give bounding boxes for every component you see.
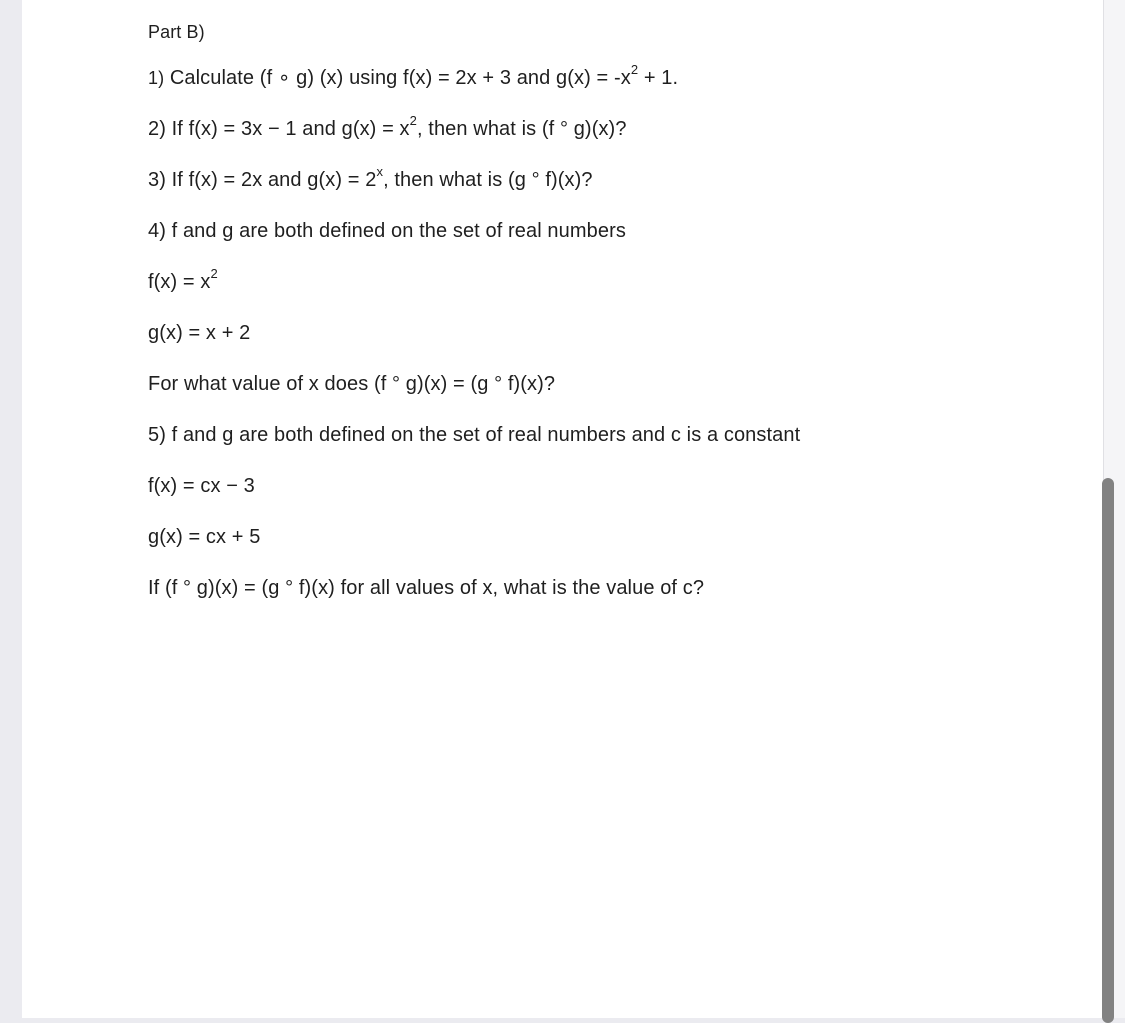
- question-1-text-b: + 1.: [638, 67, 679, 89]
- question-4-intro: 4) f and g are both defined on the set of real numbers: [148, 220, 626, 242]
- question-3-text-b: , then what is (g ° f)(x)?: [383, 169, 593, 191]
- question-1-number: 1): [148, 68, 165, 88]
- question-1-sup: 2: [630, 62, 639, 78]
- question-4-g: g(x) = x + 2: [148, 322, 251, 344]
- question-4-f-text: f(x) = x: [148, 271, 211, 293]
- question-4-question: For what value of x does (f ° g)(x) = (g ° f)(x)?: [148, 373, 556, 395]
- question-4-f-sup: 2: [210, 266, 218, 282]
- question-3-text-a: 3) If f(x) = 2x and g(x) = 2: [148, 169, 377, 191]
- question-2-text-a: 2) If f(x) = 3x − 1 and g(x) = x: [148, 118, 410, 140]
- question-5-intro: 5) f and g are both defined on the set of real numbers and c is a constant: [148, 424, 801, 446]
- question-2-text-b: , then what is (f ° g)(x)?: [416, 118, 627, 140]
- question-5-g: g(x) = cx + 5: [148, 526, 261, 548]
- question-5-question: If (f ° g)(x) = (g ° f)(x) for all values of x, what is the value of c?: [148, 577, 705, 599]
- question-1-text-a: Calculate (f ∘ g) (x) using f(x) = 2x + 3 and g(x) = -x: [164, 67, 631, 89]
- question-3-sup: x: [376, 164, 384, 180]
- question-5-f: f(x) = cx − 3: [148, 475, 255, 497]
- part-heading: Part B): [148, 22, 205, 42]
- question-1: [148, 62, 679, 90]
- question-4-f: [148, 266, 218, 294]
- question-2-sup: 2: [409, 113, 417, 129]
- document-page: [22, 0, 1104, 1018]
- vertical-scrollbar-thumb[interactable]: [1102, 478, 1114, 1023]
- question-3: [148, 164, 593, 192]
- question-2: [148, 113, 627, 141]
